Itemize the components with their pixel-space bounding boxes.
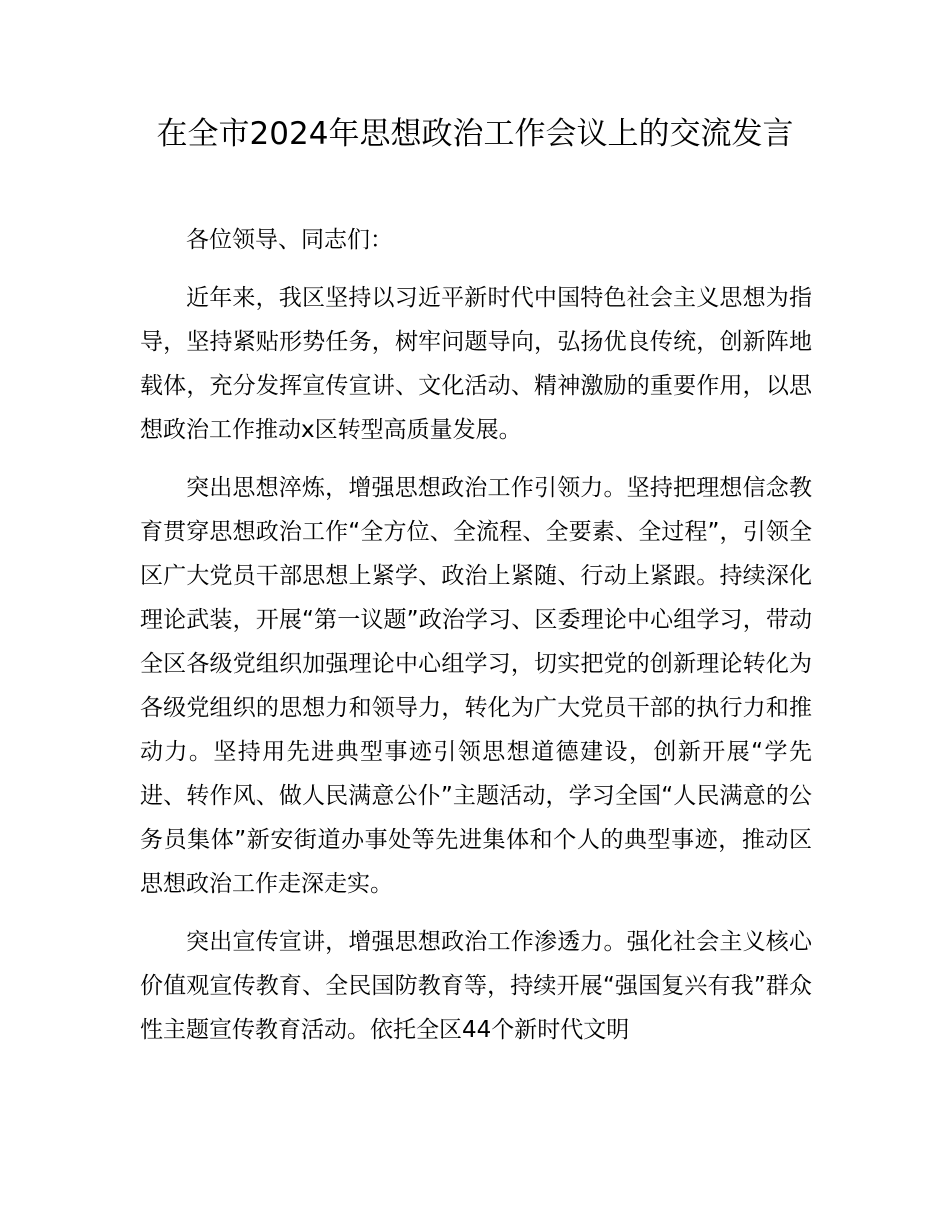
paragraph-thought-refinement: 突出思想淬炼，增强思想政治工作引领力。坚持把理想信念教育贯穿思想政治工作“全方位、全流程、全要素、全过程”，引领全区广大党员干部思想上紧学、政治上紧随、行动上紧跟。持续深化理论武装，开展“第一议题”政治学习、区委理论中心组学习，带动全区各级党组织加强理论中心组学习，切实把党的创新理论转化为各级党组织的思想力和领导力，转化为广大党员干部的执行力和推动力。坚持用先进典型事迹引领思想道德建设，创新开展“学先进、转作风、做人民满意公仆”主题活动，学习全国“人民满意的公务员集体”新安街道办事处等先进集体和个人的典型事迹，推动区思想政治工作走深走实。 <box>140 475 812 897</box>
document-title: 在全市2024年思想政治工作会议上的交流发言 <box>156 116 794 152</box>
paragraph-intro: 近年来，我区坚持以习近平新时代中国特色社会主义思想为指导，坚持紧贴形势任务，树牢问题导向，弘扬优良传统，创新阵地载体，充分发挥宣传宣讲、文化活动、精神激励的重要作用，以思想政治工作推动x区转型高质量发展。 <box>140 285 812 443</box>
document-body <box>140 218 812 1066</box>
salutation: 各位领导、同志们： <box>186 227 393 253</box>
paragraph-publicity: 突出宣传宣讲，增强思想政治工作渗透力。强化社会主义核心价值观宣传教育、全民国防教育等，持续开展“强国复兴有我”群众性主题宣传教育活动。依托全区44个新时代文明 <box>140 929 812 1043</box>
